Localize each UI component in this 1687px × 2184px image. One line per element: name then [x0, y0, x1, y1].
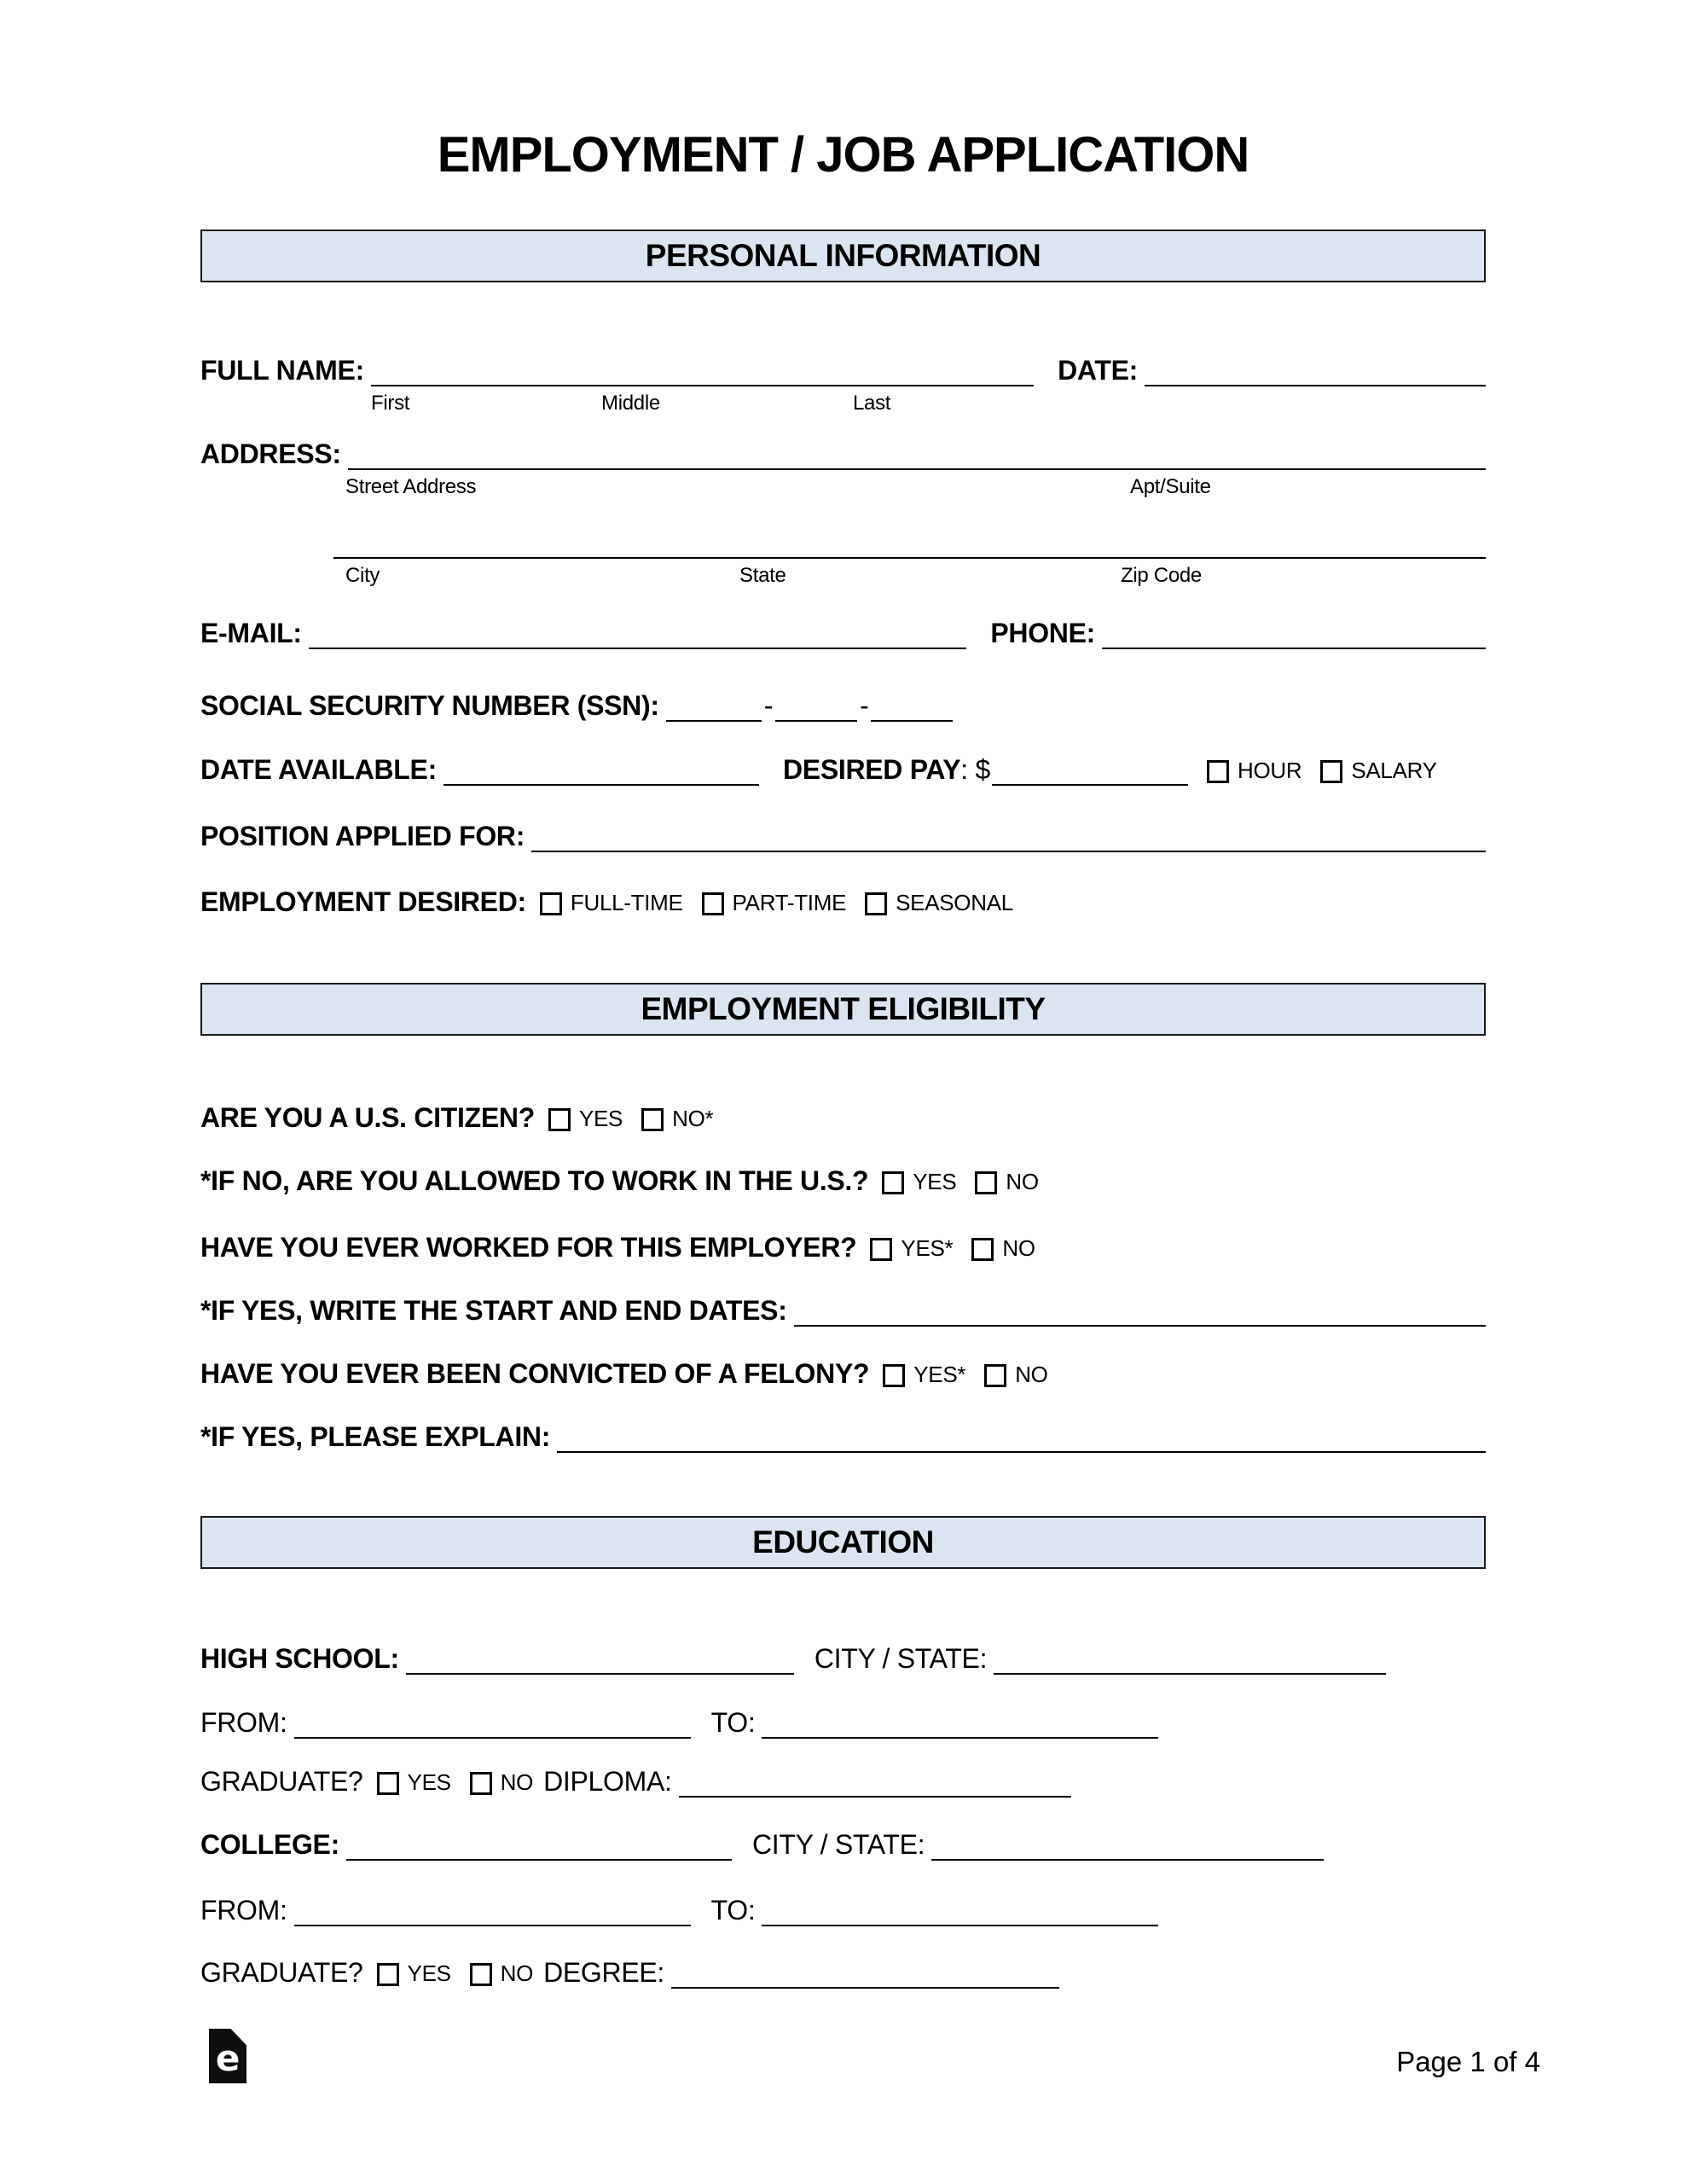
- pay-hour-label: HOUR: [1237, 758, 1302, 783]
- college-graduate-no-checkbox[interactable]: [470, 1963, 492, 1986]
- hs-to-label: TO:: [710, 1707, 756, 1738]
- citizen-question-label: ARE YOU A U.S. CITIZEN?: [200, 1102, 535, 1133]
- college-graduate-label: GRADUATE?: [200, 1957, 363, 1988]
- date-line[interactable]: [1145, 385, 1486, 386]
- college-city-state-line[interactable]: [931, 1859, 1324, 1861]
- page-title: EMPLOYMENT / JOB APPLICATION: [437, 127, 1249, 183]
- high-school-label: HIGH SCHOOL:: [200, 1643, 399, 1674]
- hs-from-line[interactable]: [294, 1737, 691, 1739]
- hs-to-line[interactable]: [762, 1737, 1158, 1739]
- pay-salary-checkbox[interactable]: [1320, 760, 1342, 783]
- worked-yes-checkbox[interactable]: [870, 1238, 892, 1261]
- sublabel-last: Last: [853, 392, 891, 415]
- college-graduate-row: [200, 1955, 1486, 1989]
- start-end-dates-label: *IF YES, WRITE THE START AND END DATES:: [200, 1295, 787, 1326]
- position-applied-line[interactable]: [531, 851, 1486, 852]
- logo-letter: e: [215, 2037, 241, 2079]
- allowed-no-label: NO: [1006, 1169, 1039, 1194]
- city-state-zip-line[interactable]: [333, 557, 1486, 559]
- hs-graduate-no-checkbox[interactable]: [470, 1772, 492, 1795]
- hs-diploma-line[interactable]: [679, 1796, 1071, 1798]
- employment-desired-label: EMPLOYMENT DESIRED:: [200, 886, 526, 917]
- college-line[interactable]: [346, 1859, 732, 1861]
- ssn-separator-2: -: [860, 690, 869, 721]
- allowed-to-work-question-row: [200, 1163, 1486, 1197]
- desired-pay-line[interactable]: [992, 784, 1188, 786]
- seasonal-label: SEASONAL: [896, 890, 1013, 915]
- seasonal-checkbox[interactable]: [865, 892, 887, 915]
- full-name-line[interactable]: [371, 385, 1034, 386]
- phone-label: PHONE:: [990, 618, 1095, 648]
- sublabel-apt-suite: Apt/Suite: [1130, 475, 1211, 498]
- employment-desired-row: [200, 884, 1486, 918]
- citizen-question-row: [200, 1100, 1486, 1134]
- full-name-label: FULL NAME:: [200, 355, 364, 386]
- email-line[interactable]: [309, 648, 967, 649]
- hs-graduate-yes-label: YES: [407, 1769, 451, 1795]
- part-time-label: PART-TIME: [732, 890, 847, 915]
- college-from-to-row: [200, 1892, 1486, 1926]
- high-school-line[interactable]: [406, 1673, 794, 1675]
- full-time-label: FULL-TIME: [570, 890, 683, 915]
- college-degree-label: DEGREE:: [543, 1957, 665, 1988]
- desired-pay-label: DESIRED PAY: [782, 754, 961, 785]
- worked-yes-label: YES*: [901, 1235, 954, 1261]
- sublabel-first: First: [371, 392, 410, 415]
- position-row: [200, 818, 1486, 852]
- college-graduate-no-label: NO: [500, 1960, 534, 1986]
- pay-hour-checkbox[interactable]: [1207, 760, 1229, 783]
- worked-before-question-row: [200, 1229, 1486, 1263]
- section-header-education: [200, 1516, 1486, 1569]
- address-sublabels-row-2: [200, 562, 1486, 588]
- felony-question-label: HAVE YOU EVER BEEN CONVICTED OF A FELONY?: [200, 1358, 870, 1389]
- sublabel-zip-code: Zip Code: [1121, 564, 1202, 587]
- street-address-line[interactable]: [348, 468, 1486, 470]
- sublabel-city: City: [345, 564, 380, 587]
- page-number: Page 1 of 4: [1396, 2046, 1540, 2077]
- position-applied-label: POSITION APPLIED FOR:: [200, 821, 525, 851]
- allowed-no-checkbox[interactable]: [975, 1171, 997, 1194]
- hs-city-state-label: CITY / STATE:: [814, 1643, 988, 1674]
- citizen-yes-label: YES: [578, 1106, 623, 1131]
- date-available-line[interactable]: [443, 784, 759, 786]
- full-name-row: [200, 352, 1486, 386]
- desired-pay-suffix: : $: [960, 754, 990, 785]
- worked-no-label: NO: [1002, 1235, 1035, 1261]
- ssn-separator-1: -: [763, 690, 774, 721]
- date-available-label: DATE AVAILABLE:: [200, 754, 437, 785]
- start-end-dates-line[interactable]: [794, 1325, 1486, 1327]
- felony-question-row: [200, 1356, 1486, 1390]
- citizen-no-checkbox[interactable]: [641, 1108, 664, 1131]
- section-header-education-label: EDUCATION: [752, 1525, 934, 1560]
- citizen-no-label: NO*: [672, 1106, 714, 1131]
- part-time-checkbox[interactable]: [702, 892, 724, 915]
- ssn-row: [200, 688, 1486, 722]
- college-city-state-label: CITY / STATE:: [751, 1829, 925, 1860]
- section-header-employment-eligibility: [200, 983, 1486, 1036]
- email-label: E-MAIL:: [200, 618, 302, 648]
- allowed-yes-checkbox[interactable]: [882, 1171, 904, 1194]
- full-time-checkbox[interactable]: [540, 892, 562, 915]
- felony-explain-label: *IF YES, PLEASE EXPLAIN:: [200, 1421, 551, 1452]
- college-graduate-yes-label: YES: [407, 1960, 451, 1986]
- date-available-pay-row: [200, 752, 1486, 786]
- hs-diploma-label: DIPLOMA:: [543, 1766, 672, 1797]
- eforms-document-logo-icon: [209, 2029, 246, 2083]
- address-row-2: [333, 526, 1486, 559]
- ssn-line-1[interactable]: [666, 720, 762, 722]
- hs-from-label: FROM:: [200, 1707, 287, 1738]
- document-content: [0, 126, 1687, 1989]
- name-sublabels-row: [200, 390, 1486, 415]
- hs-city-state-line[interactable]: [994, 1673, 1386, 1675]
- felony-no-checkbox[interactable]: [984, 1364, 1006, 1387]
- college-from-line[interactable]: [294, 1925, 691, 1926]
- citizen-yes-checkbox[interactable]: [548, 1108, 571, 1131]
- high-school-row: [200, 1641, 1486, 1675]
- felony-yes-checkbox[interactable]: [883, 1364, 905, 1387]
- hs-graduate-label: GRADUATE?: [200, 1766, 363, 1797]
- pay-salary-label: SALARY: [1351, 758, 1437, 783]
- worked-before-question-label: HAVE YOU EVER WORKED FOR THIS EMPLOYER?: [200, 1232, 857, 1263]
- section-header-personal-information: [200, 229, 1486, 282]
- ssn-line-3[interactable]: [871, 720, 953, 722]
- felony-explain-line[interactable]: [557, 1451, 1486, 1453]
- hs-from-to-row: [200, 1705, 1486, 1739]
- hs-graduate-yes-checkbox[interactable]: [377, 1772, 399, 1795]
- college-label: COLLEGE:: [200, 1829, 339, 1860]
- start-end-dates-row: [200, 1292, 1486, 1327]
- sublabel-street-address: Street Address: [345, 475, 477, 498]
- phone-line[interactable]: [1102, 648, 1486, 649]
- allowed-yes-label: YES: [913, 1169, 957, 1194]
- college-to-label: TO:: [710, 1895, 756, 1926]
- section-header-personal-information-label: PERSONAL INFORMATION: [645, 238, 1041, 273]
- address-label: ADDRESS:: [200, 439, 341, 469]
- worked-no-checkbox[interactable]: [971, 1238, 994, 1261]
- sublabel-middle: Middle: [601, 392, 660, 415]
- college-row: [200, 1827, 1486, 1861]
- ssn-line-2[interactable]: [775, 720, 857, 722]
- sublabel-state: State: [739, 564, 786, 587]
- felony-explain-row: [200, 1419, 1486, 1453]
- ssn-label: SOCIAL SECURITY NUMBER (SSN):: [200, 690, 659, 721]
- address-row: [200, 436, 1486, 470]
- college-graduate-yes-checkbox[interactable]: [377, 1963, 399, 1986]
- hs-graduate-no-label: NO: [500, 1769, 534, 1795]
- allowed-to-work-question-label: *IF NO, ARE YOU ALLOWED TO WORK IN THE U.S.?: [200, 1165, 869, 1196]
- college-to-line[interactable]: [762, 1925, 1158, 1926]
- felony-no-label: NO: [1015, 1362, 1048, 1387]
- address-sublabels-row-1: [200, 473, 1486, 499]
- email-phone-row: [200, 615, 1486, 649]
- date-label: DATE:: [1058, 355, 1138, 386]
- hs-graduate-row: [200, 1763, 1486, 1798]
- college-degree-line[interactable]: [671, 1987, 1059, 1989]
- section-header-employment-eligibility-label: EMPLOYMENT ELIGIBILITY: [641, 991, 1046, 1026]
- felony-yes-label: YES*: [913, 1362, 966, 1387]
- college-from-label: FROM:: [200, 1895, 287, 1926]
